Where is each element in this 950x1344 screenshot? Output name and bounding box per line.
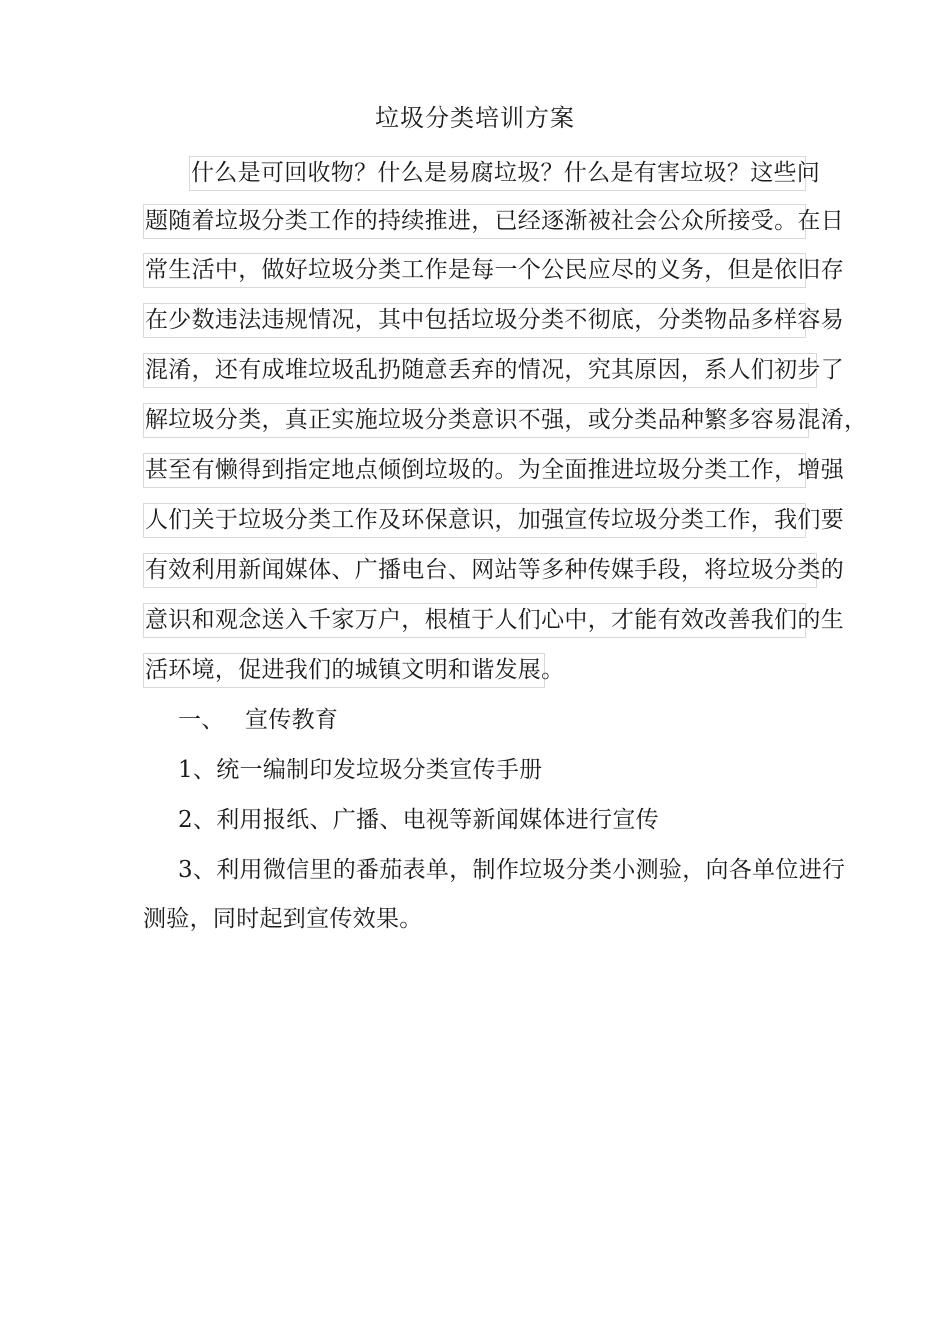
paragraph-line: 甚至有懒得到指定地点倾倒垃圾的。为全面推进垃圾分类工作，增强: [143, 453, 806, 488]
list-item: 1、统一编制印发垃圾分类宣传手册: [178, 757, 543, 783]
paragraph-line: 常生活中，做好垃圾分类工作是每一个公民应尽的义务，但是依旧存: [143, 253, 806, 288]
paragraph-line: 解垃圾分类，真正实施垃圾分类意识不强，或分类品种繁多容易混淆，: [143, 403, 809, 438]
paragraph-line: 有效利用新闻媒体、广播电台、网站等多种传媒手段，将垃圾分类的: [143, 553, 817, 588]
paragraph-line: 在少数违法违规情况，其中包括垃圾分类不彻底，分类物品多样容易: [143, 303, 806, 338]
paragraph-line: 意识和观念送入千家万户，根植于人们心中，才能有效改善我们的生: [143, 603, 806, 638]
section-number: 一、: [178, 707, 225, 733]
list-item: 3、利用微信里的番茄表单，制作垃圾分类小测验，向各单位进行: [178, 857, 846, 883]
document-title: 垃圾分类培训方案: [375, 104, 575, 132]
paragraph-line: 题随着垃圾分类工作的持续推进，已经逐渐被社会公众所接受。在日: [143, 204, 806, 239]
list-item-continuation: 测验，同时起到宣传效果。: [143, 906, 423, 932]
paragraph-line: 混淆，还有成堆垃圾乱扔随意丢弃的情况，究其原因，系人们初步了: [143, 353, 817, 388]
paragraph-line: 活环境，促进我们的城镇文明和谐发展。: [143, 653, 545, 688]
section-heading: 宣传教育: [245, 707, 339, 733]
paragraph-line: 人们关于垃圾分类工作及环保意识，加强宣传垃圾分类工作，我们要: [143, 503, 806, 538]
paragraph-line: 什么是可回收物？什么是易腐垃圾？什么是有害垃圾？这些问: [189, 156, 806, 191]
list-item: 2、利用报纸、广播、电视等新闻媒体进行宣传: [178, 807, 659, 833]
